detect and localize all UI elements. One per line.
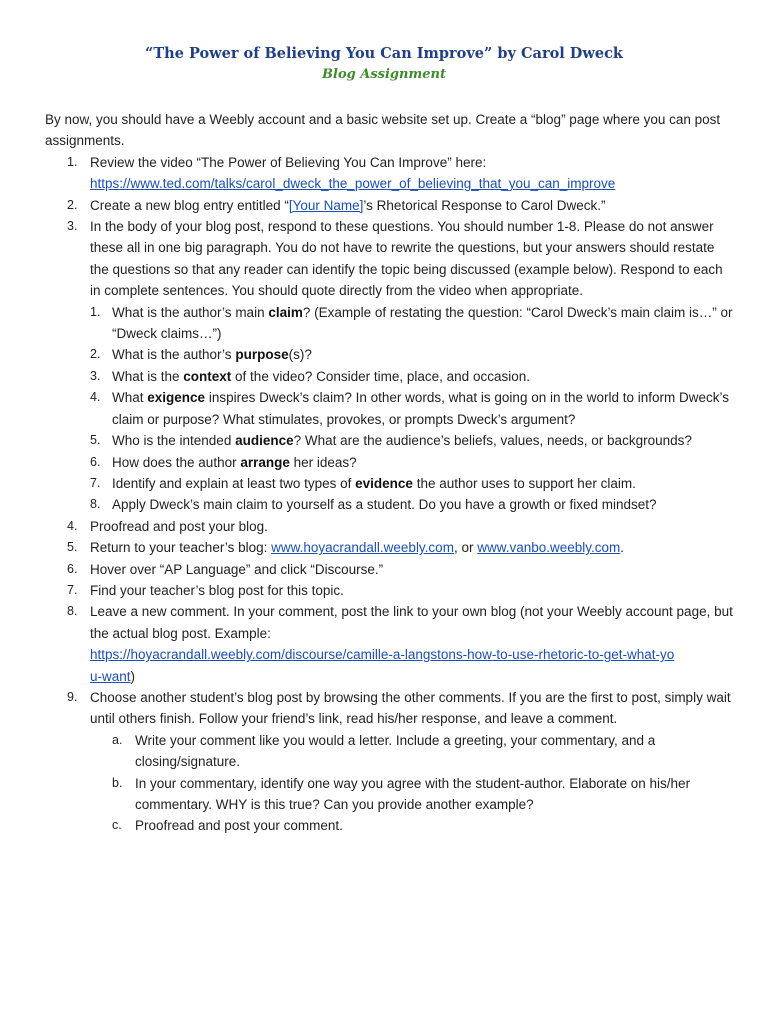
comment-step-item: b. In your commentary, identify one way you agree with the student-author. Elaborate on his/her commentary. WHY is this true? Can you provide another example?	[112, 775, 691, 812]
comment-step-item: a. Write your comment like you would a letter. Include a greeting, your commentary, and a closing/signature.	[112, 732, 656, 770]
step-text: In the body of your blog post, respond to these questions. You should number 1-8. Please do not answer these all in one big paragraph. You do not have to rewrite the questions, but your answers should restate the questions so that any reader can identify the topic being discussed (example below). Respond to each in complete sentences. You should quote directly from the video when appropriate.	[90, 219, 723, 299]
intro-paragraph: By now, you should have a Weebly account and a basic website set up. Create a “blog” page where you can post assignments.	[45, 112, 721, 149]
hoyacrandall-link[interactable]: www.hoyacrandall.weebly.com	[271, 540, 454, 556]
document-subtitle: Blog Assignment	[322, 67, 446, 82]
step-7: 7. Find your teacher’s blog post for this topic.	[67, 582, 344, 598]
step-1: 1. Review the video “The Power of Believing You Can Improve” here: https://www.ted.com/talks/carol_dweck_the_power_of_believing_that_you_can_improve	[67, 154, 616, 192]
vanbo-link[interactable]: www.vanbo.weebly.com	[477, 540, 621, 556]
your-name-placeholder: [Your Name]	[288, 197, 364, 213]
example-blog-link[interactable]: https://hoyacrandall.weebly.com/discourse/camille-a-langstons-how-to-use-rhetoric-to-get-what-yo u-want	[90, 647, 675, 684]
question-item: 5. Who is the intended audience? What are the audience’s beliefs, values, needs, or backgrounds?	[90, 433, 692, 449]
question-item: 7. Identify and explain at least two types of evidence the author uses to support her claim.	[90, 475, 636, 491]
ted-video-link[interactable]: https://www.ted.com/talks/carol_dweck_the_power_of_believing_that_you_can_improve	[90, 176, 616, 192]
step-8: 8. Leave a new comment. In your comment, post the link to your own blog (not your Weebly account page, but the actual blog post. Example: https://hoyacrandall.weebly.com/discourse/camille-a-langstons-how-to-use-rhetoric-to-get-what-yo u-want)	[67, 604, 733, 684]
document-body	[45, 109, 735, 837]
step-6: 6. Hover over “AP Language” and click “Discourse.”	[67, 561, 384, 577]
question-item: 6. How does the author arrange her ideas?	[90, 454, 357, 470]
question-item: 1. What is the author’s main claim? (Example of restating the question: “Carol Dweck’s main claim is…” or “Dweck claims…”)	[90, 304, 733, 342]
step-9: 9. Choose another student’s blog post by browsing the other comments. If you are the first to post, simply wait until others finish. Follow your friend’s link, read his/her response, and leave a comment. a. Write your comment like you would a letter. Include a greeting, your commentary, and a closing/signature. b. In your commentary, identify one way you agree with the student-author. Elaborate on his/her commentary. WHY is this true? Can you provide another example? c. Proofread and post your comment.	[45, 687, 735, 837]
question-item: 8. Apply Dweck’s main claim to yourself as a student. Do you have a growth or fixed mindset?	[90, 497, 657, 513]
step-5: 5. Return to your teacher’s blog: www.hoyacrandall.weebly.com, or www.vanbo.weebly.com.	[67, 540, 625, 556]
comment-step-item: c. Proofread and post your comment.	[112, 818, 343, 834]
document-title: “The Power of Believing You Can Improve” by Carol Dweck	[145, 45, 623, 62]
step-3: 3. In the body of your blog post, respond to these questions. You should number 1-8. Please do not answer these all in one big paragraph. You do not have to rewrite the questions, but your answers should restate the questions so that any reader can identify the topic being discussed (example below). Respond to each in complete sentences. You should quote directly from the video when appropriate. 1. What is the author’s main claim? (Example of restating the question: “Carol Dweck’s main claim is…” or “Dweck claims…”) 2. What is the author’s purpose(s)? 3. What is the context of the video? Consider time, place, and occasion. 4. What exigence inspires Dweck’s claim? In other words, what is going on in the world to inform Dweck’s claim or purpose? What stimulates, provokes, or prompts Dweck’s argument? 5. Who is the intended audience? What are the audience’s beliefs, values, needs, or backgrounds? 6. How does the author arrange her ideas? 7. Identify and explain at least two types of evidence the author uses to support her claim. 8. Apply Dweck’s main claim to yourself as a student. Do you have a growth or fixed mindset?	[45, 216, 735, 516]
questions-list	[90, 302, 735, 516]
comment-steps-list	[90, 730, 735, 837]
step-4: 4. Proofread and post your blog.	[67, 518, 268, 534]
steps-list	[45, 152, 735, 837]
step-text: Review the video “The Power of Believing You Can Improve” here:	[90, 154, 487, 170]
question-item: 4. What exigence inspires Dweck’s claim? In other words, what is going on in the world to inform Dweck’s claim or purpose? What stimulates, provokes, or prompts Dweck’s argument?	[90, 390, 730, 427]
step-2: 2. Create a new blog entry entitled “[Your Name]’s Rhetorical Response to Carol Dweck.”	[67, 197, 606, 213]
question-item: 2. What is the author’s purpose(s)?	[90, 347, 312, 363]
question-item: 3. What is the context of the video? Consider time, place, and occasion.	[90, 368, 530, 384]
